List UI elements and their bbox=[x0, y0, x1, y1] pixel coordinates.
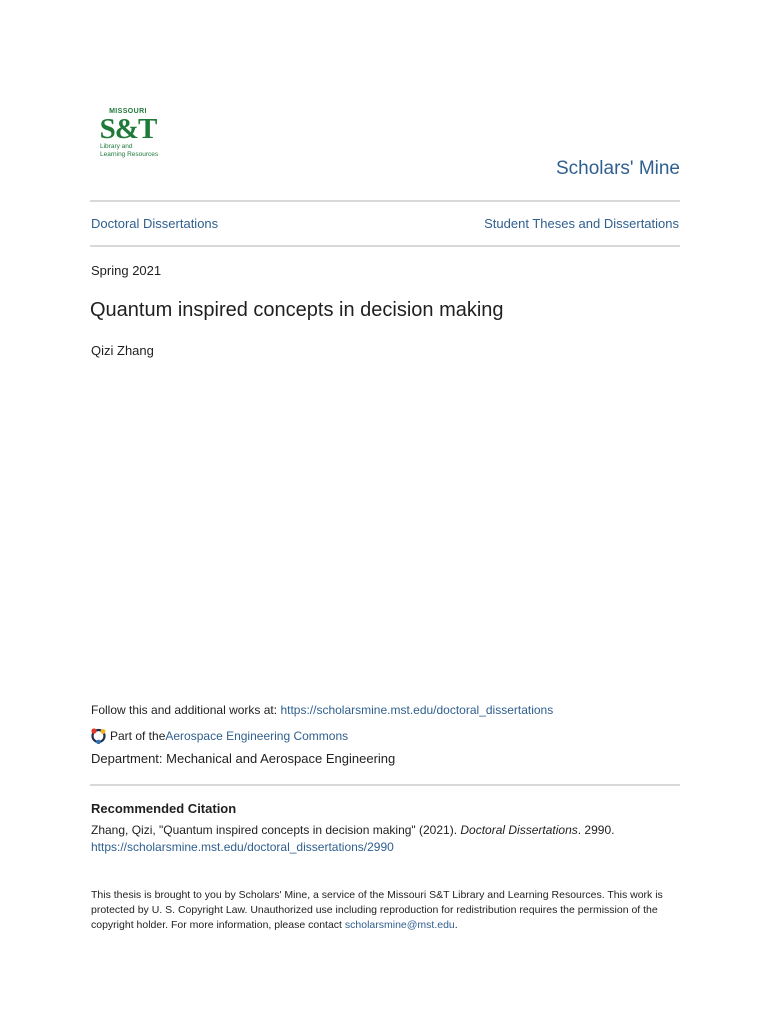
follow-prefix: Follow this and additional works at: bbox=[91, 703, 281, 717]
citation-url-link[interactable]: https://scholarsmine.mst.edu/doctoral_dissertations/2990 bbox=[91, 840, 394, 854]
logo-line-1: Library and bbox=[100, 143, 133, 150]
citation-journal: Doctoral Dissertations bbox=[460, 823, 578, 837]
recommended-citation-heading: Recommended Citation bbox=[91, 801, 237, 816]
student-theses-link[interactable]: Student Theses and Dissertations bbox=[484, 216, 679, 231]
contact-email-link[interactable]: scholarsmine@mst.edu bbox=[344, 919, 455, 931]
notice-text: This thesis is brought to you by Scholars' Mine, a service of the Missouri S&T Library and Learning Resources. This work is protected by U. S. Copyright Law. Unauthorized use including reproduction for redistribution requires the permission of the copyright holder. For more information, please contact bbox=[91, 889, 663, 931]
part-of-line bbox=[90, 727, 348, 744]
doctoral-dissertations-link[interactable]: Doctoral Dissertations bbox=[91, 216, 219, 231]
citation-body: Zhang, Qizi, "Quantum inspired concepts in decision making" (2021). bbox=[91, 823, 461, 837]
follow-line bbox=[91, 703, 553, 717]
logo-main-text: S&T bbox=[99, 113, 157, 145]
scholars-mine-link[interactable]: Scholars' Mine bbox=[555, 158, 680, 179]
document-title: Quantum inspired concepts in decision making bbox=[90, 299, 504, 321]
logo-line-2: Learning Resources bbox=[100, 151, 159, 158]
logo-top-text: MISSOURI bbox=[109, 108, 147, 115]
citation-divider bbox=[90, 784, 680, 786]
header-divider bbox=[90, 200, 680, 202]
author-name[interactable]: Qizi Zhang bbox=[91, 343, 154, 358]
publication-date: Spring 2021 bbox=[91, 263, 162, 278]
notice-end: . bbox=[454, 919, 458, 931]
citation-number: . 2990. bbox=[577, 823, 615, 837]
aerospace-commons-link[interactable]: Aerospace Engineering Commons bbox=[165, 728, 349, 743]
copyright-notice bbox=[91, 888, 681, 933]
network-commons-icon bbox=[90, 727, 107, 744]
part-of-prefix: Part of the bbox=[110, 728, 166, 743]
missouri-st-logo[interactable] bbox=[96, 108, 160, 182]
follow-url-link[interactable]: https://scholarsmine.mst.edu/doctoral_dissertations bbox=[280, 703, 554, 717]
department: Department: Mechanical and Aerospace Engineering bbox=[91, 751, 396, 766]
citation-text bbox=[91, 822, 681, 856]
nav-divider bbox=[90, 245, 680, 247]
